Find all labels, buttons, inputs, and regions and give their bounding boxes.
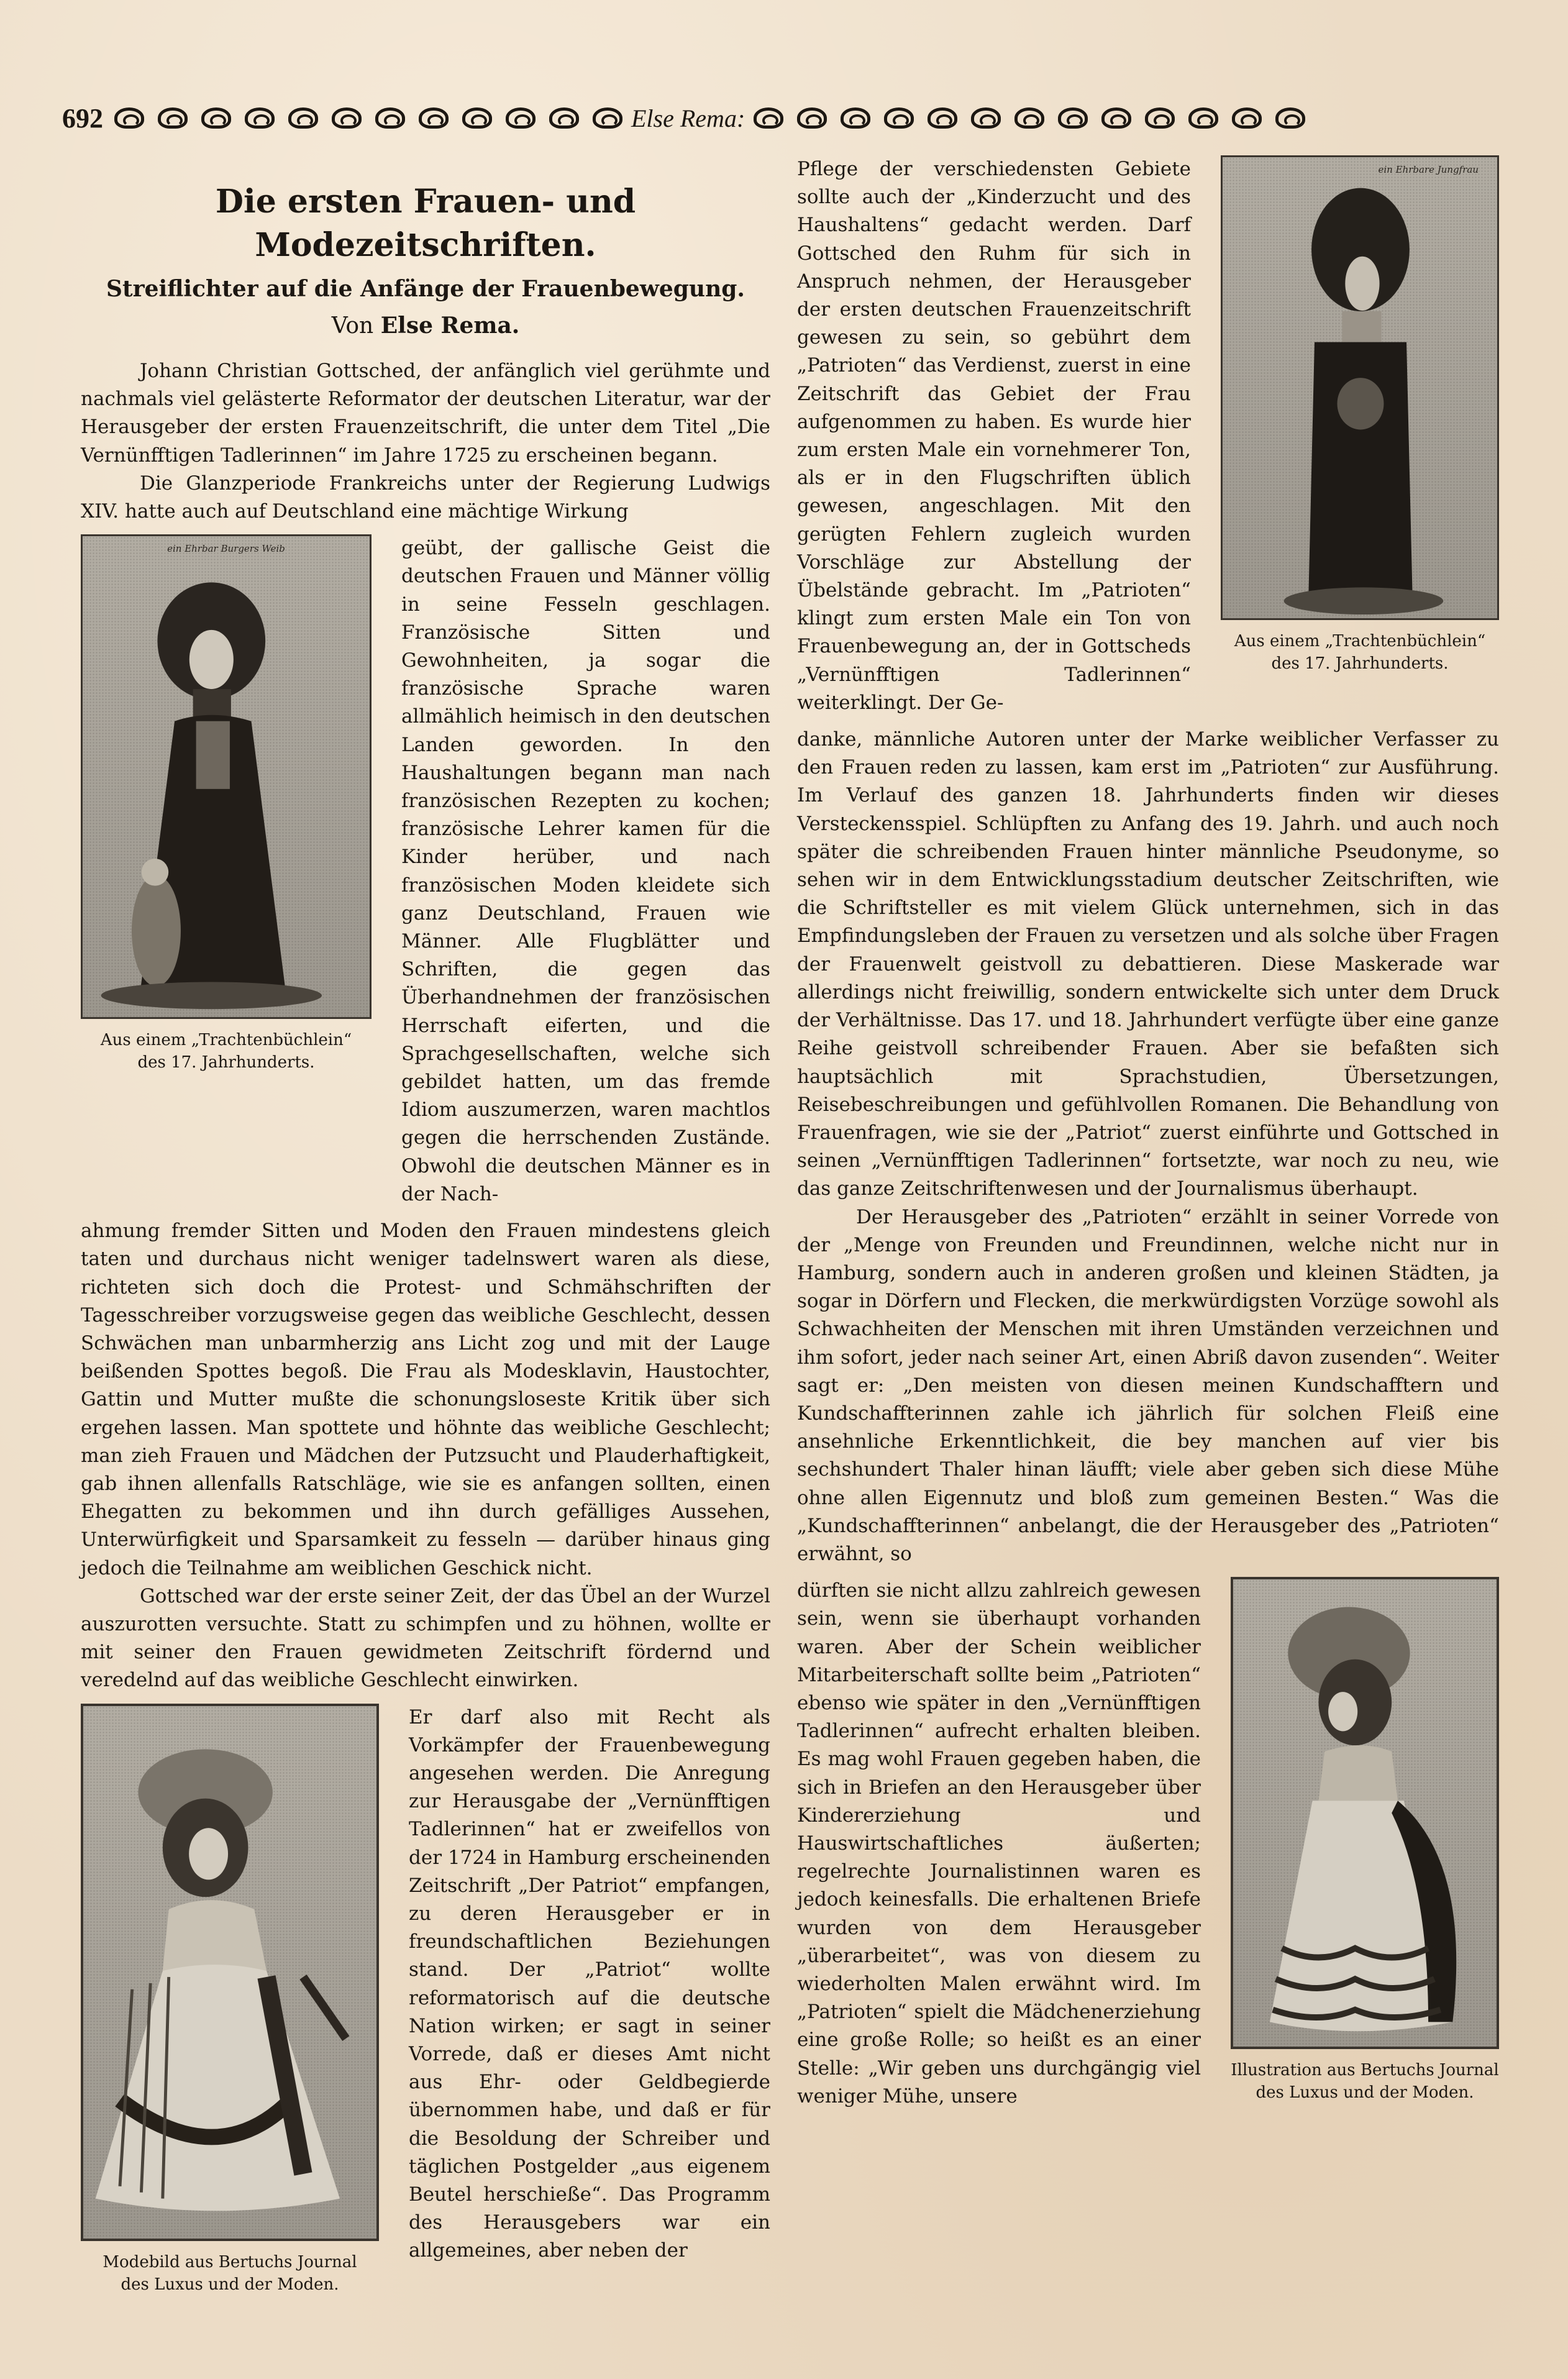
figure-caption — [1231, 2059, 1499, 2104]
illustration-burgers-weib — [81, 534, 371, 1019]
scroll-ornament-icon — [1145, 107, 1175, 129]
scroll-ornament-icon — [841, 107, 870, 129]
scroll-ornament-icon — [1014, 107, 1044, 129]
paragraph: geübt, der gallische Geist die deutschen Frauen und Männer völlig in seine Fesseln geschlagen. Französische Sitten und Gewohnheiten, ja sogar die französische Sprache waren allmählich heimisch in den deutschen Landen geworden. In den Haushaltungen begann man nach französischen Rezepten zu kochen; französische Lehrer kamen für die Kinder herüber, und nach französischen Moden kleidete sich ganz Deutschland, Frauen wie Männer. Alle Flugblätter und Schriften, die gegen das Überhandnehmen der französischen Herrschaft eiferten, und die Sprachgesellschaften, welche sich gebildet hatten, um das fremde Idiom auszumerzen, waren machtlos gegen die herrschenden Zustände. Obwohl die deutschen Männer es in der Nach- — [401, 537, 770, 1205]
figure-3 — [81, 1704, 379, 2296]
scroll-ornament-icon — [462, 107, 492, 129]
scroll-ornament-icon — [114, 107, 144, 129]
byline-prefix: Von — [331, 313, 374, 339]
running-header — [62, 99, 1472, 137]
left-column — [81, 155, 770, 2304]
scroll-ornament-icon — [754, 107, 783, 129]
paragraph: Johann Christian Gottsched, der anfänglich viel gerühmte und nachmals viel gelästerte Reformator der deutschen Literatur, war der Herausgeber der ersten Frauenzeitschrift, die unter dem Titel „Die Vernünfftigen Tadlerinnen“ im Jahre 1725 zu erscheinen begann. — [81, 360, 770, 467]
scroll-ornament-icon — [928, 107, 957, 129]
article-subtitle: Streiflichter auf die Anfänge der Frauenbewegung. — [106, 276, 745, 302]
article-title: Die ersten Frauen- und Modezeitschriften. — [215, 183, 636, 264]
caption-line: Illustration aus Bertuchs Journal — [1231, 2061, 1499, 2080]
right-column — [797, 155, 1499, 2119]
page-number: 692 — [62, 103, 103, 134]
paragraph: danke, männliche Autoren unter der Marke weiblicher Verfasser zu den Frauen reden zu lassen, kam erst im „Patrioten“ zur Ausführung. Im Verlauf des ganzen 18. Jahrhunderts finden wir dieses Versteckensspiel. Schlüpften zu Anfang des 19. Jahrh. und auch noch später die schreibenden Frauen hinter männliche Pseudonyme, so sehen wir in dem Entwicklungsstadium deutscher Zeitschriften, wie die Schriftsteller es mit vielem Glück unternehmen, sich in das Empfindungsleben der Frauen zu versetzen und als solche über Fragen der Frauenwelt geistvoll zu debattieren. Diese Maskerade war allerdings nicht freiwillig, sondern entwickelte sich unter dem Druck der Verhältnisse. Das 17. und 18. Jahrhundert verfügte über eine ganze Reihe geistvoll schreibender Frauen. Aber sie befaßten sich hauptsächlich mit Sprachstudien, Übersetzungen, Reisebeschreibungen und gefühlvollen Romanen. Die Behandlung von Frauenfragen, wie sie der „Patriot“ zuerst einführte und Gottsched in seinen „Vernünfftigen Tadlerinnen“ fortsetzte, war noch zu neu, wie das ganze Zeitschriftenwesen und der Journalismus überhaupt. — [797, 728, 1499, 1200]
paragraph: Der Herausgeber des „Patrioten“ erzählt in seiner Vorrede von der „Menge von Freunden und Freundinnen, welche nicht nur in Hamburg, sondern auch in anderen großen und kleinen Städten, ja sogar in Dörfern und Flecken, die merkwürdigsten Vorzüge sowohl als Schwachheiten der Menschen mit ihren Umständen verzeichnen und ihm sofort, jeder nach seiner Art, einen Abriß davon zusenden“. Weiter sagt er: „Den meisten von diesen meinen Kundschafftern und Kundschaffterinnen zahle ich jährlich für solchen Fleiß eine ansehnliche Erkenntlichkeit, die bey manchen auf vier bis sechshundert Thaler hinan läufft; viele aber geben sich diese Mühe ohne allen Eigennutz und bloß zum gemeinen Besten.“ Was die „Kundschaffterinnen“ anbelangt, die der Herausgeber des „Patrioten“ erwähnt, so — [797, 1205, 1499, 1565]
figure-row-2 — [797, 155, 1499, 717]
scroll-ornament-icon — [332, 107, 362, 129]
scroll-ornament-icon — [201, 107, 231, 129]
figure-4 — [1231, 1577, 1499, 2104]
costume-figure-image — [1223, 157, 1497, 618]
costume-figure-image — [83, 536, 370, 1017]
plate-inscription: ein Ehrbar Burgers Weib — [167, 543, 285, 555]
caption-line: Modebild aus Bertuchs Journal — [103, 2252, 357, 2272]
byline — [81, 309, 770, 342]
scroll-ornament-icon — [1101, 107, 1131, 129]
caption-line: des 17. Jahrhunderts. — [137, 1053, 315, 1072]
caption-line: Aus einem „Trachtenbüchlein“ — [1234, 632, 1486, 651]
scroll-ornament-icon — [288, 107, 318, 129]
figure-row-1 — [81, 534, 770, 1208]
author-name: Else Rema. — [380, 313, 520, 339]
caption-line: des Luxus und der Moden. — [1256, 2083, 1474, 2103]
scroll-ornament-icon — [593, 107, 622, 129]
running-title: Else Rema: — [631, 104, 745, 132]
scroll-ornament-icon — [1232, 107, 1262, 129]
illustration-bertuch — [1231, 1577, 1499, 2049]
scroll-ornament-icon — [375, 107, 405, 129]
scroll-ornament-icon — [1275, 107, 1305, 129]
caption-line: des Luxus und der Moden. — [121, 2275, 339, 2294]
figure-caption — [101, 1029, 352, 1074]
scroll-ornament-icon — [419, 107, 449, 129]
ornament-row-left — [114, 107, 622, 129]
scroll-ornament-icon — [797, 107, 827, 129]
figure-caption — [103, 2251, 357, 2296]
scroll-ornament-icon — [884, 107, 914, 129]
scroll-ornament-icon — [1188, 107, 1218, 129]
figure-2 — [1221, 155, 1499, 675]
figure-row-4 — [797, 1577, 1499, 2111]
paragraph: ahmung fremder Sitten und Moden den Frauen mindestens gleich taten und durchaus nicht weniger tadelnswert waren als diese, richteten sich doch die Protest- und Schmähschriften der Tagesschreiber vorzugsweise gegen das weibliche Geschlecht, dessen Schwächen man unbarmherzig ans Licht zog und mit der Lauge beißenden Spottes begoß. Die Frau als Modesklavin, Haustochter, Gattin und Mutter mußte die schonungsloseste Kritik über sich ergehen lassen. Man spottete und höhnte das weibliche Geschlecht; man zieh Frauen und Mädchen der Putzsucht und Plauderhaftigkeit, gab ihnen allenfalls Ratschläge, wie sie es anfangen sollten, einen Ehegatten zu bekommen und ihn durch gefälliges Aussehen, Unterwürfigkeit und Sparsamkeit zu fesseln — darüber hinaus ging jedoch die Teilnahme am weiblichen Geschick nicht. — [81, 1220, 770, 1579]
paragraph: dürften sie nicht allzu zahlreich gewesen sein, wenn sie überhaupt vorhanden waren. Aber der Schein weiblicher Mitarbeiterschaft sollte beim „Patrioten“ ebenso wie später in den „Vernünfftigen Tadlerinnen“ aufrecht erhalten bleiben. Es mag wohl Frauen gegeben haben, die sich in Briefen an den Herausgeber über Kindererziehung und Hauswirtschaftliches äußerten; regelrechte Journalistinnen waren es jedoch keinesfalls. Die erhaltenen Briefe wurden von dem Herausgeber „überarbeitet“, was von diesem zu wiederholten Malen erwähnt wird. Im „Patrioten“ spielt die Mädchenerziehung eine große Rolle; so heißt es an einer Stelle: „Wir geben uns durchgängig viel weniger Mühe, unsere — [797, 1579, 1201, 2107]
figure-caption — [1234, 630, 1485, 675]
paragraph: Die Glanzperiode Frankreichs unter der Regierung Ludwigs XIV. hatte auch auf Deutschland eine mächtige Wirkung — [81, 472, 770, 523]
rococo-dress-image — [83, 1706, 376, 2239]
paragraph: Gottsched war der erste seiner Zeit, der das Übel an der Wurzel auszurotten versuchte. Statt zu schimpfen und zu höhnen, wollte er mit seiner den Frauen gewidmeten Zeitschrift fördernd und veredelnd auf das weibliche Geschlecht einwirken. — [81, 1584, 770, 1692]
plate-inscription: ein Ehrbare Jungfrau — [1378, 164, 1479, 175]
scroll-ornament-icon — [245, 107, 275, 129]
figure-row-3 — [81, 1704, 770, 2296]
figure-1 — [81, 534, 371, 1074]
scroll-ornament-icon — [158, 107, 188, 129]
scroll-ornament-icon — [506, 107, 536, 129]
scroll-ornament-icon — [549, 107, 579, 129]
paragraph: Er darf also mit Recht als Vorkämpfer der Frauenbewegung angesehen werden. Die Anregung zur Herausgabe der „Vernünfftigen Tadlerinnen“ hat er zweifellos von der 1724 in Hamburg erscheinenden Zeitschrift „Der Patriot“ empfangen, zu deren Herausgeber er in freundschaftlichen Beziehungen stand. Der „Patriot“ wollte reformatorisch auf die deutsche Nation wirken; er sagt in seiner Vorrede, daß er dieses Amt nicht aus Ehr- oder Geldbegierde übernommen habe, und daß er für die Besoldung der Schreiber und täglichen Postgelder „aus eigenem Beutel herschieße“. Das Programm des Herausgebers war ein allgemeines, aber neben der — [409, 1705, 770, 2262]
illustration-ehrbare-jungfrau — [1221, 155, 1499, 620]
caption-line: des 17. Jahrhunderts. — [1271, 654, 1449, 673]
illustration-modebild — [81, 1704, 379, 2241]
paragraph: Pflege der verschiedensten Gebiete sollte auch der „Kinderzucht und des Haushaltens“ gedacht werden. Darf Gottsched den Ruhm für sich in Anspruch nehmen, der Herausgeber der ersten deutschen Frauenzeitschrift gewesen zu sein, so gebührt dem „Patrioten“ das Verdienst, zuerst in eine Zeitschrift das Gebiet der Frau aufgenommen zu haben. Es wurde hier zum ersten Male ein vornehmerer Ton, als er in den Flugschriften üblich gewesen, angeschlagen. Mit den gerügten Fehlern zugleich wurden Vorschläge zur Abstellung der Übelstände gebracht. Im „Patrioten“ klingt zum ersten Male ein Ton von Frauenbewegung an, der in Gottscheds „Vernünfftigen Tadlerinnen“ weiterklingt. Der Ge- — [797, 158, 1191, 714]
ornament-row-right — [754, 107, 1305, 129]
rococo-dress-image — [1233, 1579, 1497, 2047]
scroll-ornament-icon — [1058, 107, 1088, 129]
scroll-ornament-icon — [971, 107, 1001, 129]
article-columns — [81, 155, 1500, 2304]
caption-line: Aus einem „Trachtenbüchlein“ — [100, 1031, 352, 1050]
